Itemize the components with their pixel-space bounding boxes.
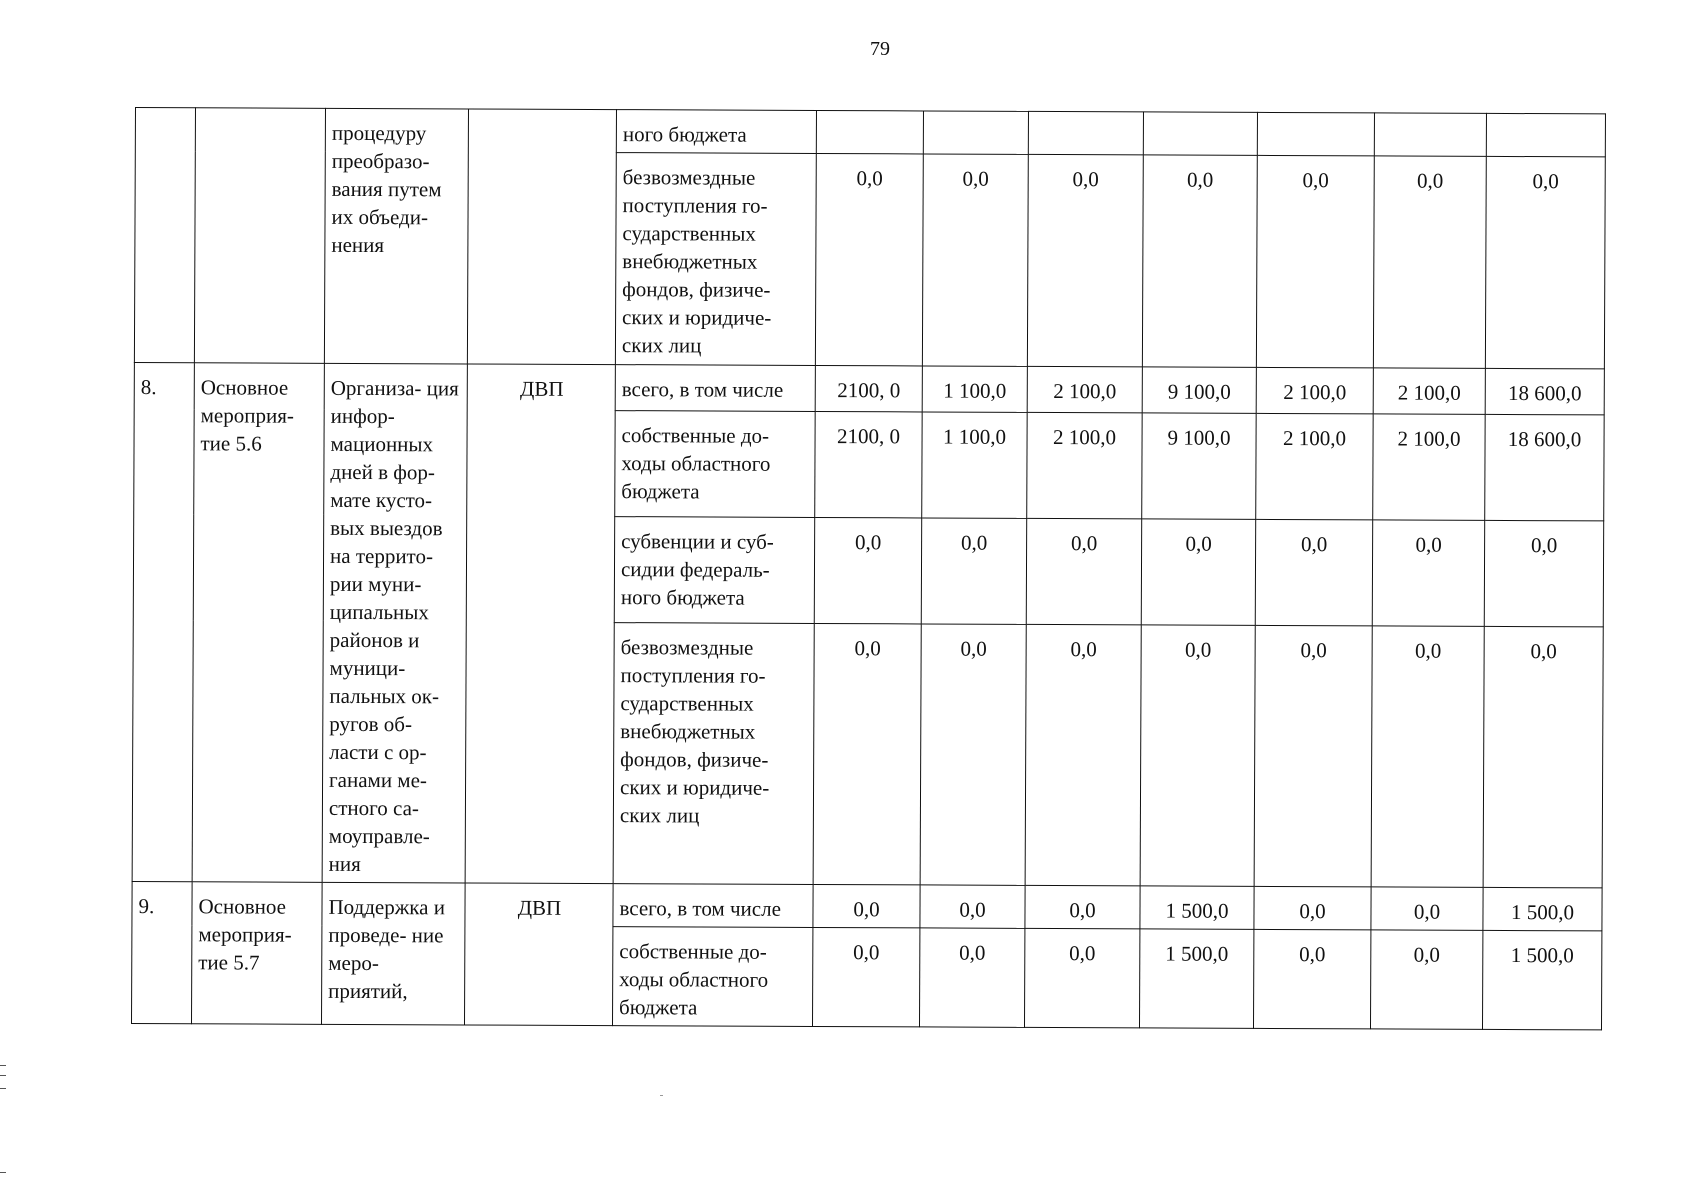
measure-description: Поддержка и проведе- ние меро- приятий, <box>321 882 465 1025</box>
scan-speck <box>660 1095 663 1096</box>
amount-cell: 0,0 <box>813 884 920 927</box>
amount-cell: 0,0 <box>1372 520 1484 626</box>
amount-cell <box>1374 113 1486 156</box>
funding-source: всего, в том числе <box>615 365 815 412</box>
amount-cell: 1 100,0 <box>922 412 1027 518</box>
funding-source: безвозмездные поступления го- сударственных внебюджетных фондов, физиче- ских и юридиче- ских лиц <box>615 153 816 366</box>
amount-cell: 0,0 <box>813 623 921 885</box>
executor <box>467 109 616 365</box>
executor: ДВП <box>465 364 615 884</box>
amount-cell: 2 100,0 <box>1373 368 1485 414</box>
funding-source: ного бюджета <box>616 110 816 154</box>
table-row <box>132 881 1602 930</box>
executor: ДВП <box>464 883 613 1026</box>
amount-cell: 0,0 <box>1253 929 1370 1029</box>
measure-name: Основное мероприя- тие 5.7 <box>192 882 323 1025</box>
table-row <box>134 362 1604 414</box>
amount-cell: 0,0 <box>1142 155 1257 367</box>
amount-cell: 9 100,0 <box>1142 413 1256 519</box>
measure-name: Основное мероприя- тие 5.6 <box>192 363 324 883</box>
amount-cell: 0,0 <box>1141 519 1255 625</box>
amount-cell: 2 100,0 <box>1256 413 1373 519</box>
page-number: 79 <box>870 38 890 60</box>
row-number: 9. <box>132 881 193 1023</box>
amount-cell: 1 500,0 <box>1140 886 1254 929</box>
scan-margin-marks <box>0 1065 6 1089</box>
measure-description: Организа- ция инфор- мационных дней в фор- мате кусто- вых выездов на террито- рии муни- ципальных районов и муници- пальных ок- ругов об- ласти с ор- ганами ме- стного са- моуправле- ния <box>322 363 467 883</box>
amount-cell: 0,0 <box>1484 520 1603 626</box>
funding-source: собственные до- ходы областного бюджета <box>615 411 815 518</box>
scan-margin-tick <box>0 1172 6 1173</box>
amount-cell: 18 600,0 <box>1485 368 1604 415</box>
amount-cell: 0,0 <box>1026 518 1141 624</box>
row-number <box>134 108 195 363</box>
amount-cell: 2 100,0 <box>1373 414 1485 520</box>
amount-cell: 0,0 <box>1371 887 1483 930</box>
amount-cell <box>1143 112 1257 155</box>
amount-cell: 0,0 <box>1370 930 1482 1029</box>
amount-cell: 2 100,0 <box>1027 366 1142 413</box>
amount-cell: 1 500,0 <box>1482 930 1601 1030</box>
amount-cell: 0,0 <box>922 154 1028 366</box>
amount-cell: 0,0 <box>1254 886 1371 930</box>
amount-cell: 18 600,0 <box>1485 414 1604 520</box>
amount-cell: 1 100,0 <box>922 366 1027 412</box>
amount-cell: 0,0 <box>920 624 1026 886</box>
funding-source: безвозмездные поступления го- сударственных внебюджетных фондов, физиче- ских и юридиче- ских лиц <box>613 622 814 884</box>
funding-source: всего, в том числе <box>613 884 813 928</box>
amount-cell: 0,0 <box>1373 156 1486 368</box>
amount-cell: 0,0 <box>1485 156 1605 369</box>
amount-cell <box>1257 112 1374 156</box>
amount-cell: 9 100,0 <box>1142 367 1256 413</box>
amount-cell <box>1486 113 1605 157</box>
amount-cell: 2100, 0 <box>815 411 922 517</box>
amount-cell <box>1028 111 1143 155</box>
amount-cell: 0,0 <box>919 928 1024 1027</box>
amount-cell: 0,0 <box>814 517 921 623</box>
funding-source: собственные до- ходы областного бюджета <box>612 927 812 1027</box>
amount-cell: 0,0 <box>920 885 1025 928</box>
amount-cell: 2100, 0 <box>815 365 922 411</box>
row-number: 8. <box>132 362 194 881</box>
measure-description: процедуру преобразо- вания путем их объеди- нения <box>324 108 468 364</box>
amount-cell: 0,0 <box>1027 154 1143 366</box>
amount-cell <box>816 110 923 153</box>
amount-cell: 1 500,0 <box>1139 929 1253 1028</box>
funding-source: субвенции и суб- сидии федераль- ного бюджета <box>614 517 814 624</box>
table-row <box>135 108 1605 157</box>
amount-cell: 2 100,0 <box>1027 412 1142 518</box>
amount-cell: 1 500,0 <box>1483 887 1602 931</box>
amount-cell: 0,0 <box>1371 626 1484 888</box>
amount-cell: 2 100,0 <box>1256 367 1373 414</box>
amount-cell: 0,0 <box>1025 885 1140 929</box>
amount-cell: 0,0 <box>1025 624 1141 886</box>
amount-cell: 0,0 <box>1483 626 1603 888</box>
amount-cell: 0,0 <box>812 927 919 1026</box>
amount-cell: 0,0 <box>1256 155 1374 368</box>
amount-cell: 0,0 <box>1140 625 1255 887</box>
amount-cell: 0,0 <box>1255 519 1372 625</box>
amount-cell <box>923 111 1028 154</box>
amount-cell: 0,0 <box>1254 625 1372 887</box>
amount-cell: 0,0 <box>815 153 923 365</box>
amount-cell: 0,0 <box>1024 928 1139 1028</box>
measure-name <box>194 108 325 364</box>
amount-cell: 0,0 <box>921 518 1026 624</box>
budget-table <box>131 107 1606 1030</box>
